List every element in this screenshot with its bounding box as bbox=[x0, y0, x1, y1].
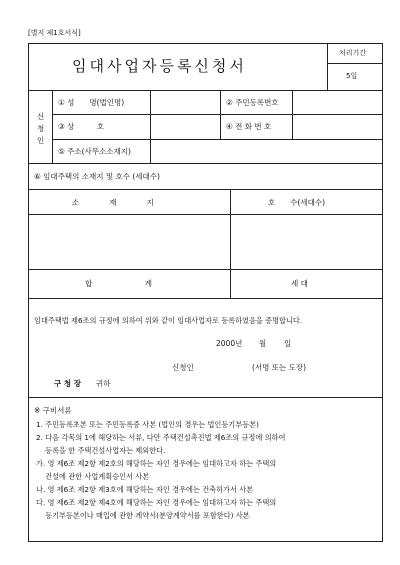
frame-left bbox=[28, 43, 29, 542]
houses-section-label: ⑥ 임대주택의 소재지 및 호수 (세대수) bbox=[34, 172, 160, 181]
applicant-mid-divider bbox=[220, 90, 221, 139]
houses-header-bottom bbox=[28, 214, 383, 215]
date-day: 일 bbox=[284, 339, 292, 348]
col-units-header: 호 수(세대수) bbox=[268, 198, 326, 207]
phone-label: ④ 전 화 번 호 bbox=[226, 122, 272, 131]
total-units-label: 세 대 bbox=[291, 279, 308, 288]
recipient-name: 구 청 장 bbox=[54, 379, 81, 388]
applicant-bottom-line bbox=[28, 163, 383, 164]
trade-name-label: ③ 상 호 bbox=[58, 122, 105, 131]
applicant-row-line-2 bbox=[52, 139, 382, 140]
applicant-side-char-1: 신 bbox=[37, 112, 45, 121]
applicant-side-char-3: 인 bbox=[37, 136, 45, 145]
docs-header: ※ 구비서류 bbox=[34, 406, 72, 415]
address-divider bbox=[150, 139, 151, 163]
form-tag: [별지 제1호서식] bbox=[28, 29, 81, 37]
docs-line-4: 가. 영 제6조 제2항 제2호의 해당하는 자인 경우에는 임대하고자 하는 주택의 bbox=[36, 459, 277, 468]
signer-label: 신청인 bbox=[172, 363, 194, 372]
houses-col-divider bbox=[230, 189, 231, 298]
docs-line-7: 다. 영 제6조 제2항 제4호에 해당하는 자인 경우에는 임대하고자 하는 주택의 bbox=[36, 498, 277, 507]
resident-no-label: ② 주민등록번호 bbox=[226, 98, 279, 107]
frame-bottom bbox=[28, 541, 383, 542]
applicant-side-divider bbox=[52, 90, 53, 163]
processing-mid-line bbox=[327, 63, 382, 64]
docs-line-8: 등기부등본이나 매입에 관한 계약서(분양계약서를 포함한다) 사본 bbox=[36, 511, 250, 520]
title-bottom-line bbox=[28, 90, 383, 91]
processing-divider bbox=[327, 43, 328, 90]
docs-line-5: 건설에 관한 사업계획승인서 사본 bbox=[36, 472, 150, 481]
processing-value: 5일 bbox=[346, 72, 358, 80]
docs-line-1: 1. 주민등록초본 또는 주민등록증 사본 (법인의 경우는 법인등기부등본) bbox=[36, 420, 259, 429]
houses-total-top bbox=[28, 269, 383, 270]
total-label: 합 계 bbox=[85, 279, 152, 288]
form-title: 임대사업자등록신청서 bbox=[72, 57, 247, 75]
name-label: ① 성 명(법인명) bbox=[58, 98, 125, 107]
applicant-row-line-1 bbox=[52, 114, 382, 115]
recipient-suffix: 귀하 bbox=[96, 379, 111, 388]
docs-line-6: 나. 영 제6조 제2항 제3호에 해당하는 자인 경우에는 건축허가서 사본 bbox=[36, 485, 254, 494]
date-month: 월 bbox=[259, 339, 267, 348]
docs-line-3: 등록을 한 주택건설사업자는 제외한다. bbox=[36, 446, 166, 455]
applicant-right-divider bbox=[292, 90, 293, 139]
docs-top-line bbox=[28, 397, 383, 398]
declaration-text: 임대주택법 제6조의 규정에 의하여 위와 같이 임대사업자로 등록하였음을 증명합니다. bbox=[34, 316, 303, 325]
processing-label: 처리기간 bbox=[339, 49, 367, 57]
signer-sign-note: (서명 또는 도장) bbox=[252, 363, 307, 372]
col-location-header: 소 재 지 bbox=[72, 198, 154, 207]
docs-line-2: 2. 다음 각목의 1에 해당하는 서류, 다만 주택건설촉진법 제6조의 규정에 의하여 bbox=[36, 433, 286, 442]
houses-bottom-line bbox=[28, 298, 383, 299]
applicant-side-char-2: 청 bbox=[37, 124, 45, 133]
frame-right bbox=[382, 43, 383, 542]
frame-top bbox=[28, 43, 383, 44]
address-label: ⑤ 주소(사무소소재지) bbox=[58, 147, 131, 156]
houses-header-top bbox=[28, 189, 383, 190]
applicant-label-divider bbox=[150, 90, 151, 139]
date-year: 2000년 bbox=[216, 339, 243, 348]
